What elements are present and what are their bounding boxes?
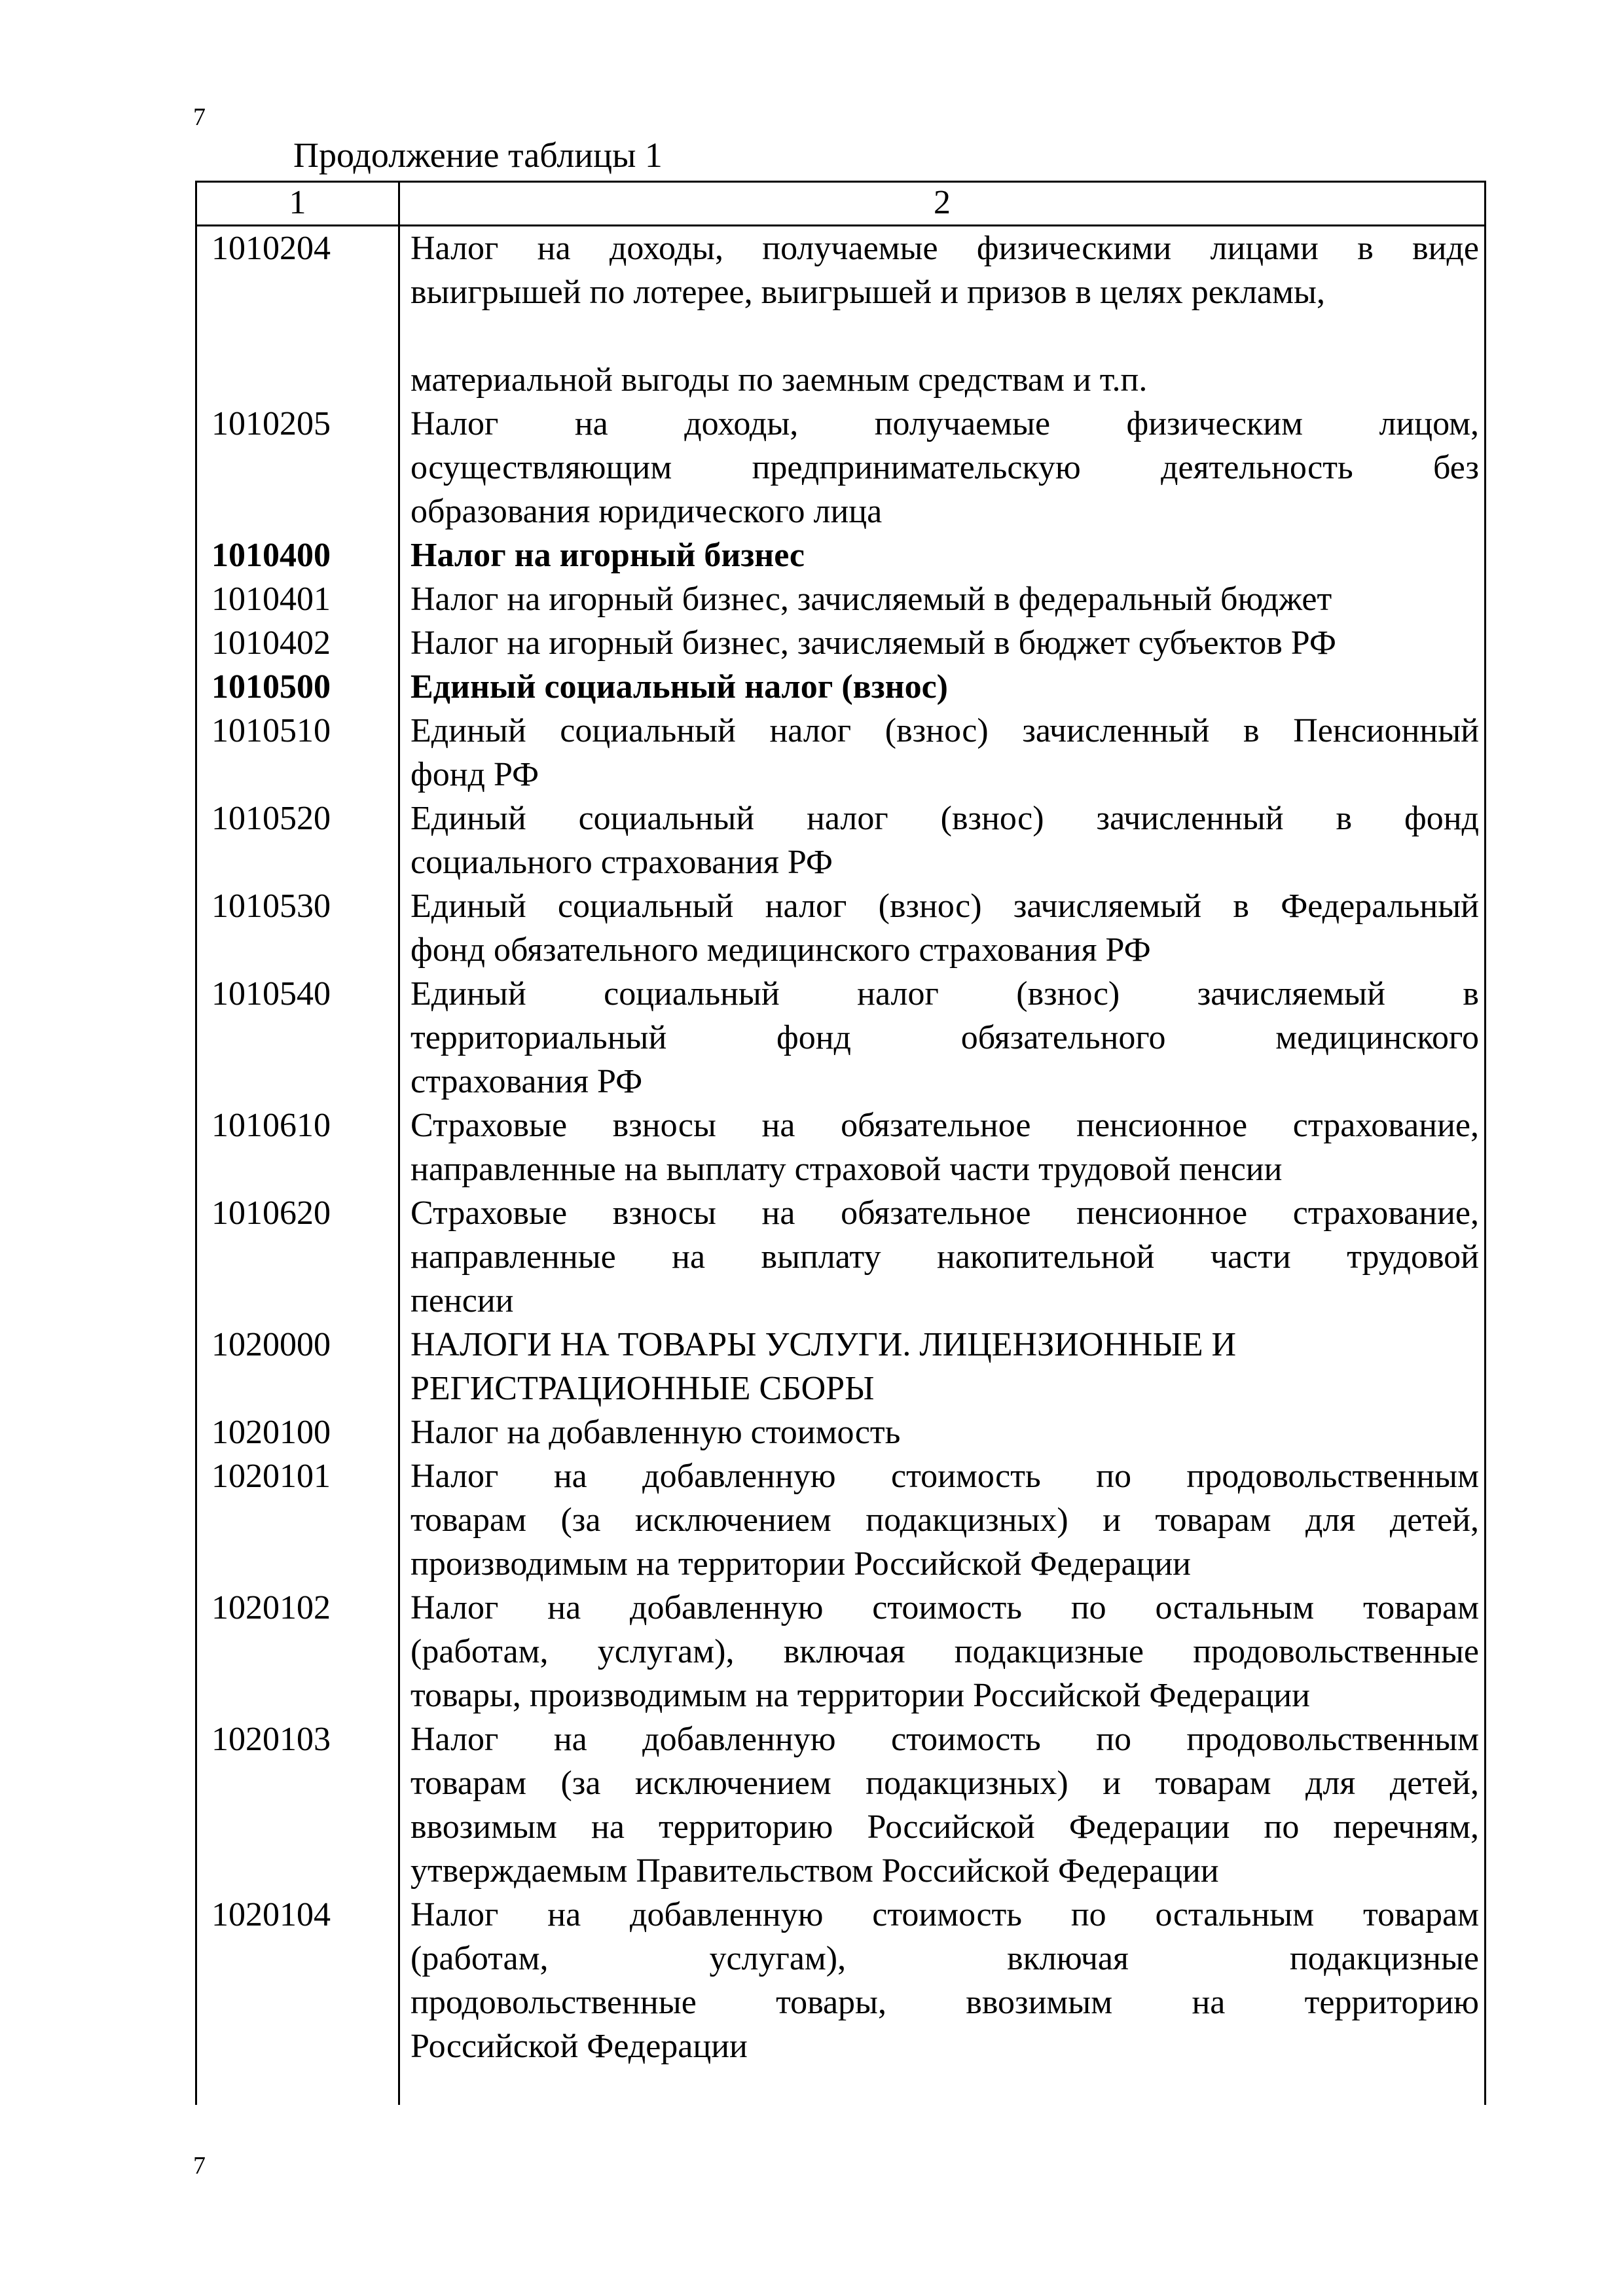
description-line: выигрышей по лотерее, выигрышей и призов в целях рекламы, [410,274,1325,311]
description-line: Налог на игорный бизнес [410,537,805,574]
row-description [410,1410,1479,1454]
description-line: Налог на доходы, получаемые физическими лицами в виде [410,230,1479,267]
tax-code-table [195,181,1486,2105]
table-row [197,797,1484,884]
row-code: 1010520 [211,800,331,837]
description-line: Единый социальный налог (взнос) зачисляемый в [410,975,1479,1013]
description-line: Страховые взносы на обязательное пенсионное страхование, [410,1194,1479,1232]
table-row [197,1191,1484,1323]
row-description [410,402,1479,533]
table-row [197,1717,1484,1893]
row-code: 1010204 [211,230,331,267]
description-line: Единый социальный налог (взнос) зачисленный в фонд [410,800,1479,837]
table-row [197,1454,1484,1586]
description-line: НАЛОГИ НА ТОВАРЫ УСЛУГИ. ЛИЦЕНЗИОННЫЕ И [410,1326,1237,1363]
table-row [197,665,1484,709]
description-line: Налог на добавленную стоимость по остальным товарам [410,1896,1479,1933]
table-row [197,533,1484,577]
description-line: товарам (за исключением подакцизных) и товарам для детей, [410,1501,1479,1539]
description-line: страхования РФ [410,1063,643,1100]
description-line: Налог на добавленную стоимость по продовольственным [410,1458,1479,1495]
page-number-bottom: 7 [193,2152,206,2179]
table-row [197,972,1484,1103]
row-code: 1020102 [211,1589,331,1626]
row-code: 1020000 [211,1326,331,1363]
row-description [410,533,1479,577]
description-line: Единый социальный налог (взнос) зачисленный в Пенсионный [410,712,1479,749]
page-number-top: 7 [193,103,206,131]
row-code: 1010540 [211,975,331,1013]
description-line: социального страхования РФ [410,844,833,881]
row-description [410,577,1479,621]
description-line: Налог на добавленную стоимость по продовольственным [410,1721,1479,1758]
table-caption: Продолжение таблицы 1 [293,135,663,175]
row-code: 1020101 [211,1458,331,1495]
row-code: 1010400 [211,537,331,574]
table-row [197,1586,1484,1717]
description-line: ввозимым на территорию Российской Федерации по перечням, [410,1808,1479,1846]
row-description [410,884,1479,972]
row-description [410,1717,1479,1893]
row-description [410,1323,1479,1410]
row-code: 1010401 [211,581,331,618]
description-line: направленные на выплату страховой части трудовой пенсии [410,1151,1283,1188]
table-row [197,577,1484,621]
description-line: направленные на выплату накопительной части трудовой [410,1238,1479,1276]
table-row [197,884,1484,972]
table-row [197,1323,1484,1410]
row-description [410,972,1479,1103]
table-header-row [197,183,1484,226]
description-line: (работам, услугам), включая подакцизные продовольственные [410,1633,1479,1670]
description-line: Единый социальный налог (взнос) зачисляемый в Федеральный [410,888,1479,925]
table-row [197,402,1484,533]
description-line: материальной выгоды по заемным средствам и т.п. [410,361,1148,399]
description-line: товарам (за исключением подакцизных) и товарам для детей, [410,1765,1479,1802]
description-line: Налог на доходы, получаемые физическим лицом, [410,405,1479,442]
row-description [410,1103,1479,1191]
description-line: РЕГИСТРАЦИОННЫЕ СБОРЫ [410,1370,875,1407]
description-line: утверждаемым Правительством Российской Федерации [410,1852,1219,1890]
row-description [410,709,1479,797]
description-line: образования юридического лица [410,493,883,530]
table-row [197,709,1484,797]
description-line: Страховые взносы на обязательное пенсионное страхование, [410,1107,1479,1144]
row-description [410,797,1479,884]
row-description [410,1893,1479,2068]
row-description [410,1191,1479,1323]
row-description [410,1454,1479,1586]
description-line: фонд обязательного медицинского страхования РФ [410,931,1151,969]
row-code: 1010402 [211,624,331,662]
row-code: 1010510 [211,712,331,749]
description-line: Налог на добавленную стоимость [410,1414,901,1451]
row-description [410,226,1479,402]
row-code: 1010620 [211,1194,331,1232]
description-line: Налог на игорный бизнес, зачисляемый в федеральный бюджет [410,581,1332,618]
row-code: 1020103 [211,1721,331,1758]
header-col-1: 1 [289,184,306,221]
description-line: продовольственные товары, ввозимым на территорию [410,1984,1479,2021]
row-code: 1010500 [211,668,331,706]
table-body [197,226,1484,2068]
table-row [197,1893,1484,2068]
row-description [410,621,1479,665]
header-col-2: 2 [934,184,951,221]
table-row [197,1410,1484,1454]
description-line: пенсии [410,1282,514,1319]
description-line: (работам, услугам), включая подакцизные [410,1940,1479,1977]
row-description [410,665,1479,709]
table-row [197,1103,1484,1191]
row-code: 1010610 [211,1107,331,1144]
row-code: 1010205 [211,405,331,442]
description-line [410,314,1479,358]
description-line: товары, производимым на территории Российской Федерации [410,1677,1310,1714]
description-line: Налог на добавленную стоимость по остальным товарам [410,1589,1479,1626]
description-line: осуществляющим предпринимательскую деятельность без [410,449,1479,486]
row-code: 1020104 [211,1896,331,1933]
row-code: 1010530 [211,888,331,925]
description-line: Российской Федерации [410,2028,748,2065]
row-code: 1020100 [211,1414,331,1451]
description-line: территориальный фонд обязательного медицинского [410,1019,1479,1056]
table-row [197,226,1484,402]
description-line: Единый социальный налог (взнос) [410,668,948,706]
row-description [410,1586,1479,1717]
description-line: производимым на территории Российской Федерации [410,1545,1192,1583]
description-line: Налог на игорный бизнес, зачисляемый в бюджет субъектов РФ [410,624,1336,662]
table-row [197,621,1484,665]
description-line: фонд РФ [410,756,539,793]
